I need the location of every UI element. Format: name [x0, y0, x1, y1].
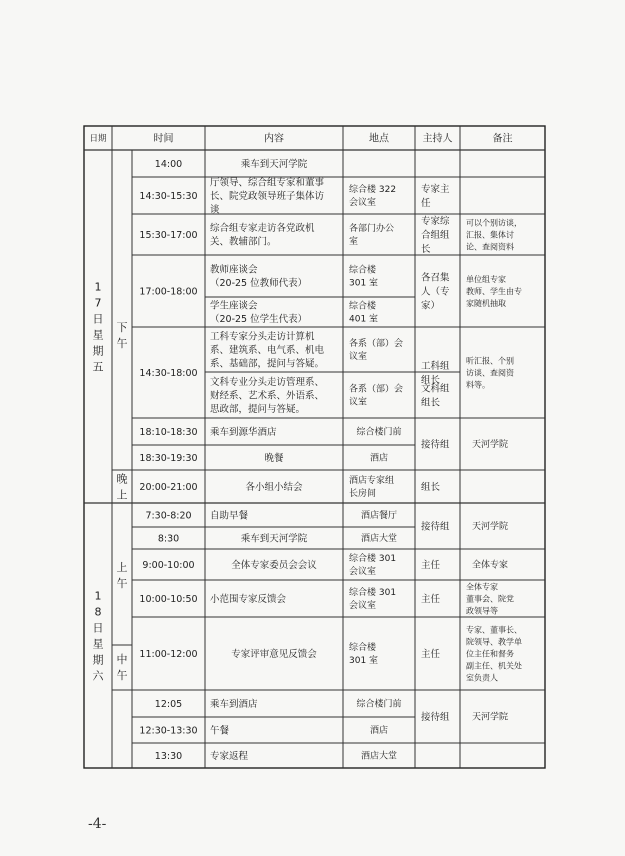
time-cell: 7:30-8:20	[145, 510, 192, 522]
content-cell: 各小组小结会	[245, 481, 303, 493]
period-afternoon: 下午	[116, 320, 128, 350]
time-cell: 8:30	[157, 533, 180, 545]
time-cell: 11:00-12:00	[139, 648, 198, 660]
place-cell: 综合楼门前	[356, 699, 402, 710]
host-cell: 文科组组长	[421, 383, 450, 409]
host-cell: 接待组	[421, 521, 450, 533]
host-cell: 专家主任	[421, 183, 450, 209]
place-cell: 各系（部）会议室	[349, 339, 404, 363]
place-cell: 综合楼 301 室	[349, 265, 379, 289]
host-cell: 专家综合组组长	[421, 215, 450, 255]
host-cell: 主任	[421, 648, 441, 660]
place-cell: 综合楼 301 会议室	[349, 554, 397, 578]
note-cell: 可以个别访谈，汇报、集体讨论、查阅资料	[466, 218, 522, 252]
place-cell: 酒店大堂	[360, 534, 398, 545]
time-cell: 18:30-19:30	[139, 452, 198, 464]
host-cell: 接待组	[421, 439, 450, 451]
time-cell: 20:00-21:00	[139, 481, 198, 493]
header-place: 地点	[369, 133, 389, 145]
note-cell: 天河学院	[472, 712, 509, 723]
note-cell: 听汇报、个别访谈、查阅资料等。	[466, 356, 514, 390]
time-cell: 12:05	[154, 698, 183, 710]
content-cell: 综合组专家走访各党政机关、教辅部门。	[210, 223, 315, 248]
note-cell: 单位组专家教师、学生由专家随机抽取	[466, 274, 522, 308]
header-time: 时间	[153, 133, 174, 145]
note-cell: 天河学院	[472, 522, 509, 533]
host-cell: 主任	[421, 559, 441, 571]
place-cell: 酒店	[369, 453, 389, 464]
time-cell: 14:30-15:30	[139, 190, 198, 202]
content-cell: 乘车到酒店	[210, 698, 258, 710]
content-cell: 晚餐	[264, 452, 284, 464]
content-cell: 文科专业分头走访管理系、财经系、艺术系、外语系、思政部，提问与答疑。	[210, 376, 325, 415]
content-cell: 专家返程	[210, 750, 249, 762]
time-cell: 13:30	[154, 750, 183, 762]
period-morning: 上午	[116, 560, 128, 590]
note-cell: 专家、董事长、院领导、教学单位主任和督务副主任、机关处室负责人	[466, 625, 522, 683]
day-17: 1 7 日星期五	[92, 280, 104, 374]
host-cell: 各召集人（专家）	[421, 272, 450, 312]
period-evening: 晚上	[116, 472, 128, 502]
time-cell: 10:00-10:50	[139, 593, 198, 605]
place-cell: 酒店大堂	[360, 751, 398, 762]
place-cell: 综合楼 401 室	[349, 301, 379, 325]
header-note: 备注	[492, 133, 513, 145]
header-date: 日期	[89, 134, 107, 145]
place-cell: 酒店餐厅	[360, 511, 398, 522]
content-cell: 自助早餐	[210, 510, 249, 522]
content-cell: 学生座谈会（20-25 位学生代表）	[210, 300, 308, 326]
time-cell: 12:30-13:30	[139, 725, 198, 737]
place-cell: 各部门办公室	[349, 224, 395, 248]
note-cell: 天河学院	[472, 440, 509, 451]
place-cell: 各系（部）会议室	[349, 384, 404, 408]
place-cell: 综合楼 322 会议室	[349, 185, 397, 209]
content-cell: 专家评审意见反馈会	[231, 648, 317, 660]
content-cell: 乘车到天河学院	[240, 533, 308, 545]
host-cell: 工科组组长	[421, 360, 450, 386]
host-cell: 接待组	[421, 711, 450, 723]
time-cell: 18:10-18:30	[139, 426, 198, 438]
time-cell: 9:00-10:00	[142, 559, 195, 571]
note-cell: 全体专家	[472, 560, 509, 571]
place-cell: 酒店专家组长房间	[349, 476, 395, 500]
place-cell: 酒店	[369, 726, 389, 737]
place-cell: 综合楼 301 会议室	[349, 588, 397, 612]
header-content: 内容	[264, 133, 284, 145]
host-cell: 主任	[421, 593, 441, 605]
content-cell: 厅领导、综合组专家和董事长、院党政领导班子集体访谈	[210, 177, 325, 216]
place-cell: 综合楼门前	[356, 427, 402, 438]
content-cell: 工科专家分头走访计算机系、建筑系、电气系、机电系、基础部，提问与答疑。	[210, 331, 325, 370]
content-cell: 午餐	[210, 725, 230, 737]
day-18: 1 8 日星期六	[92, 589, 104, 683]
period-noon: 中午	[116, 652, 128, 682]
note-cell: 全体专家董事会、院党政领导等	[466, 582, 514, 616]
content-cell: 全体专家委员会会议	[231, 559, 317, 571]
time-cell: 17:00-18:00	[139, 286, 198, 298]
content-cell: 乘车到源华酒店	[210, 426, 277, 438]
content-cell: 乘车到天河学院	[240, 158, 308, 170]
time-cell: 14:30-18:00	[139, 367, 198, 379]
content-cell: 教师座谈会（20-25 位教师代表）	[210, 264, 308, 290]
time-cell: 14:00	[154, 158, 183, 170]
content-cell: 小范围专家反馈会	[210, 593, 287, 605]
time-cell: 15:30-17:00	[139, 229, 198, 241]
header-host: 主持人	[422, 133, 453, 145]
page-number: -4-	[88, 816, 107, 832]
host-cell: 组长	[421, 481, 441, 493]
place-cell: 综合楼 301 室	[349, 643, 379, 667]
